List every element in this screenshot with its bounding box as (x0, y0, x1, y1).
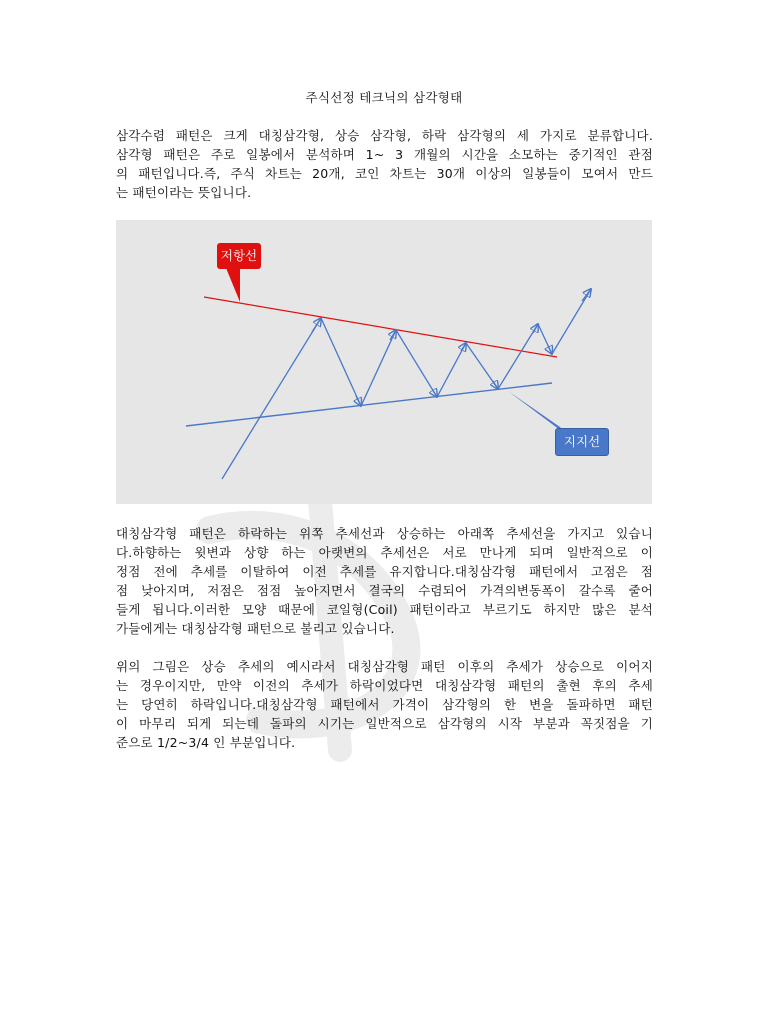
paragraph-line: 준으로 1/2~3/4 인 부분입니다. (116, 735, 296, 750)
conclusion-paragraph (116, 657, 653, 752)
paragraph-line: 는 패턴이라는 뜻입니다. (116, 185, 252, 200)
support-label: 지지선 (555, 428, 609, 456)
price-arrow-2 (356, 396, 361, 406)
paragraph-line: 삼각형 패턴은 주로 일봉에서 분석하며 1~ 3 개월의 시간을 소모하는 중기적인 관점 (116, 147, 653, 162)
paragraph-line: 들게 됩니다.이러한 모양 때문에 코일형(Coil) 패턴이라고 부르기도 하지만 많은 분석 (116, 602, 653, 617)
price-arrow-6 (493, 381, 498, 389)
explanation-paragraph (116, 524, 653, 638)
resistance-label: 저항선 (217, 243, 261, 269)
price-arrow-4 (432, 389, 437, 397)
paragraph-line: 는 경우이지만, 만약 이전의 추세가 하락이었다면 대칭삼각형 패턴의 출현 후의 추세 (116, 678, 653, 693)
paragraph-line: 점 낮아지며, 저점은 점점 높아지면서 결국의 수렴되어 가격의변동폭이 갈수록 줄어 (116, 583, 653, 598)
intro-paragraph (116, 126, 653, 202)
price-arrow-9 (582, 289, 591, 301)
price-arrow-1 (312, 318, 321, 332)
paragraph-line: 이 마무리 되게 되는데 돌파의 시기는 일반적으로 삼각형의 시작 부분과 꼭짓점을 기 (116, 716, 653, 731)
document-title: 주식선정 테크닉의 삼각형태 (305, 90, 463, 105)
paragraph-line: 위의 그림은 상승 추세의 예시라서 대칭삼각형 패턴 이후의 추세가 상승으로 이어지 (116, 659, 653, 674)
paragraph-line: 대칭삼각형 패턴은 하락하는 위쪽 추세선과 상승하는 아래쪽 추세선을 가지고 있습니 (116, 526, 653, 541)
paragraph-line: 정점 전에 추세를 이탈하여 이전 추세를 유지합니다.대칭삼각형 패턴에서 고점은 점 (116, 564, 653, 579)
triangle-diagram (116, 220, 652, 504)
price-arrow-5 (461, 343, 466, 351)
paragraph-line: 삼각수렴 패턴은 크게 대칭삼각형, 상승 삼각형, 하락 삼각형의 세 가지로 분류합니다. (116, 128, 653, 143)
resistance-callout-pointer (226, 268, 240, 302)
paragraph-line: 의 패턴입니다.즉, 주식 차트는 20개, 코인 차트는 30개 이상의 일봉들이 모여서 만드 (116, 166, 653, 181)
resistance-trendline (204, 297, 557, 357)
paragraph-line: 다.하향하는 윗변과 상향 하는 아랫변의 추세선은 서로 만나게 되며 일반적으로 이 (116, 545, 653, 560)
paragraph-line: 는 당연히 하락입니다.대칭삼각형 패턴에서 가격이 삼각형의 한 변을 돌파하면 패턴 (116, 697, 653, 712)
price-arrow-7 (533, 324, 538, 333)
paragraph-line: 가들에게는 대칭삼각형 패턴으로 불리고 있습니다. (116, 621, 395, 636)
symmetric-triangle-figure (116, 220, 652, 504)
price-path (222, 289, 591, 479)
price-arrow-3 (390, 330, 396, 340)
price-arrow-8 (548, 346, 552, 354)
